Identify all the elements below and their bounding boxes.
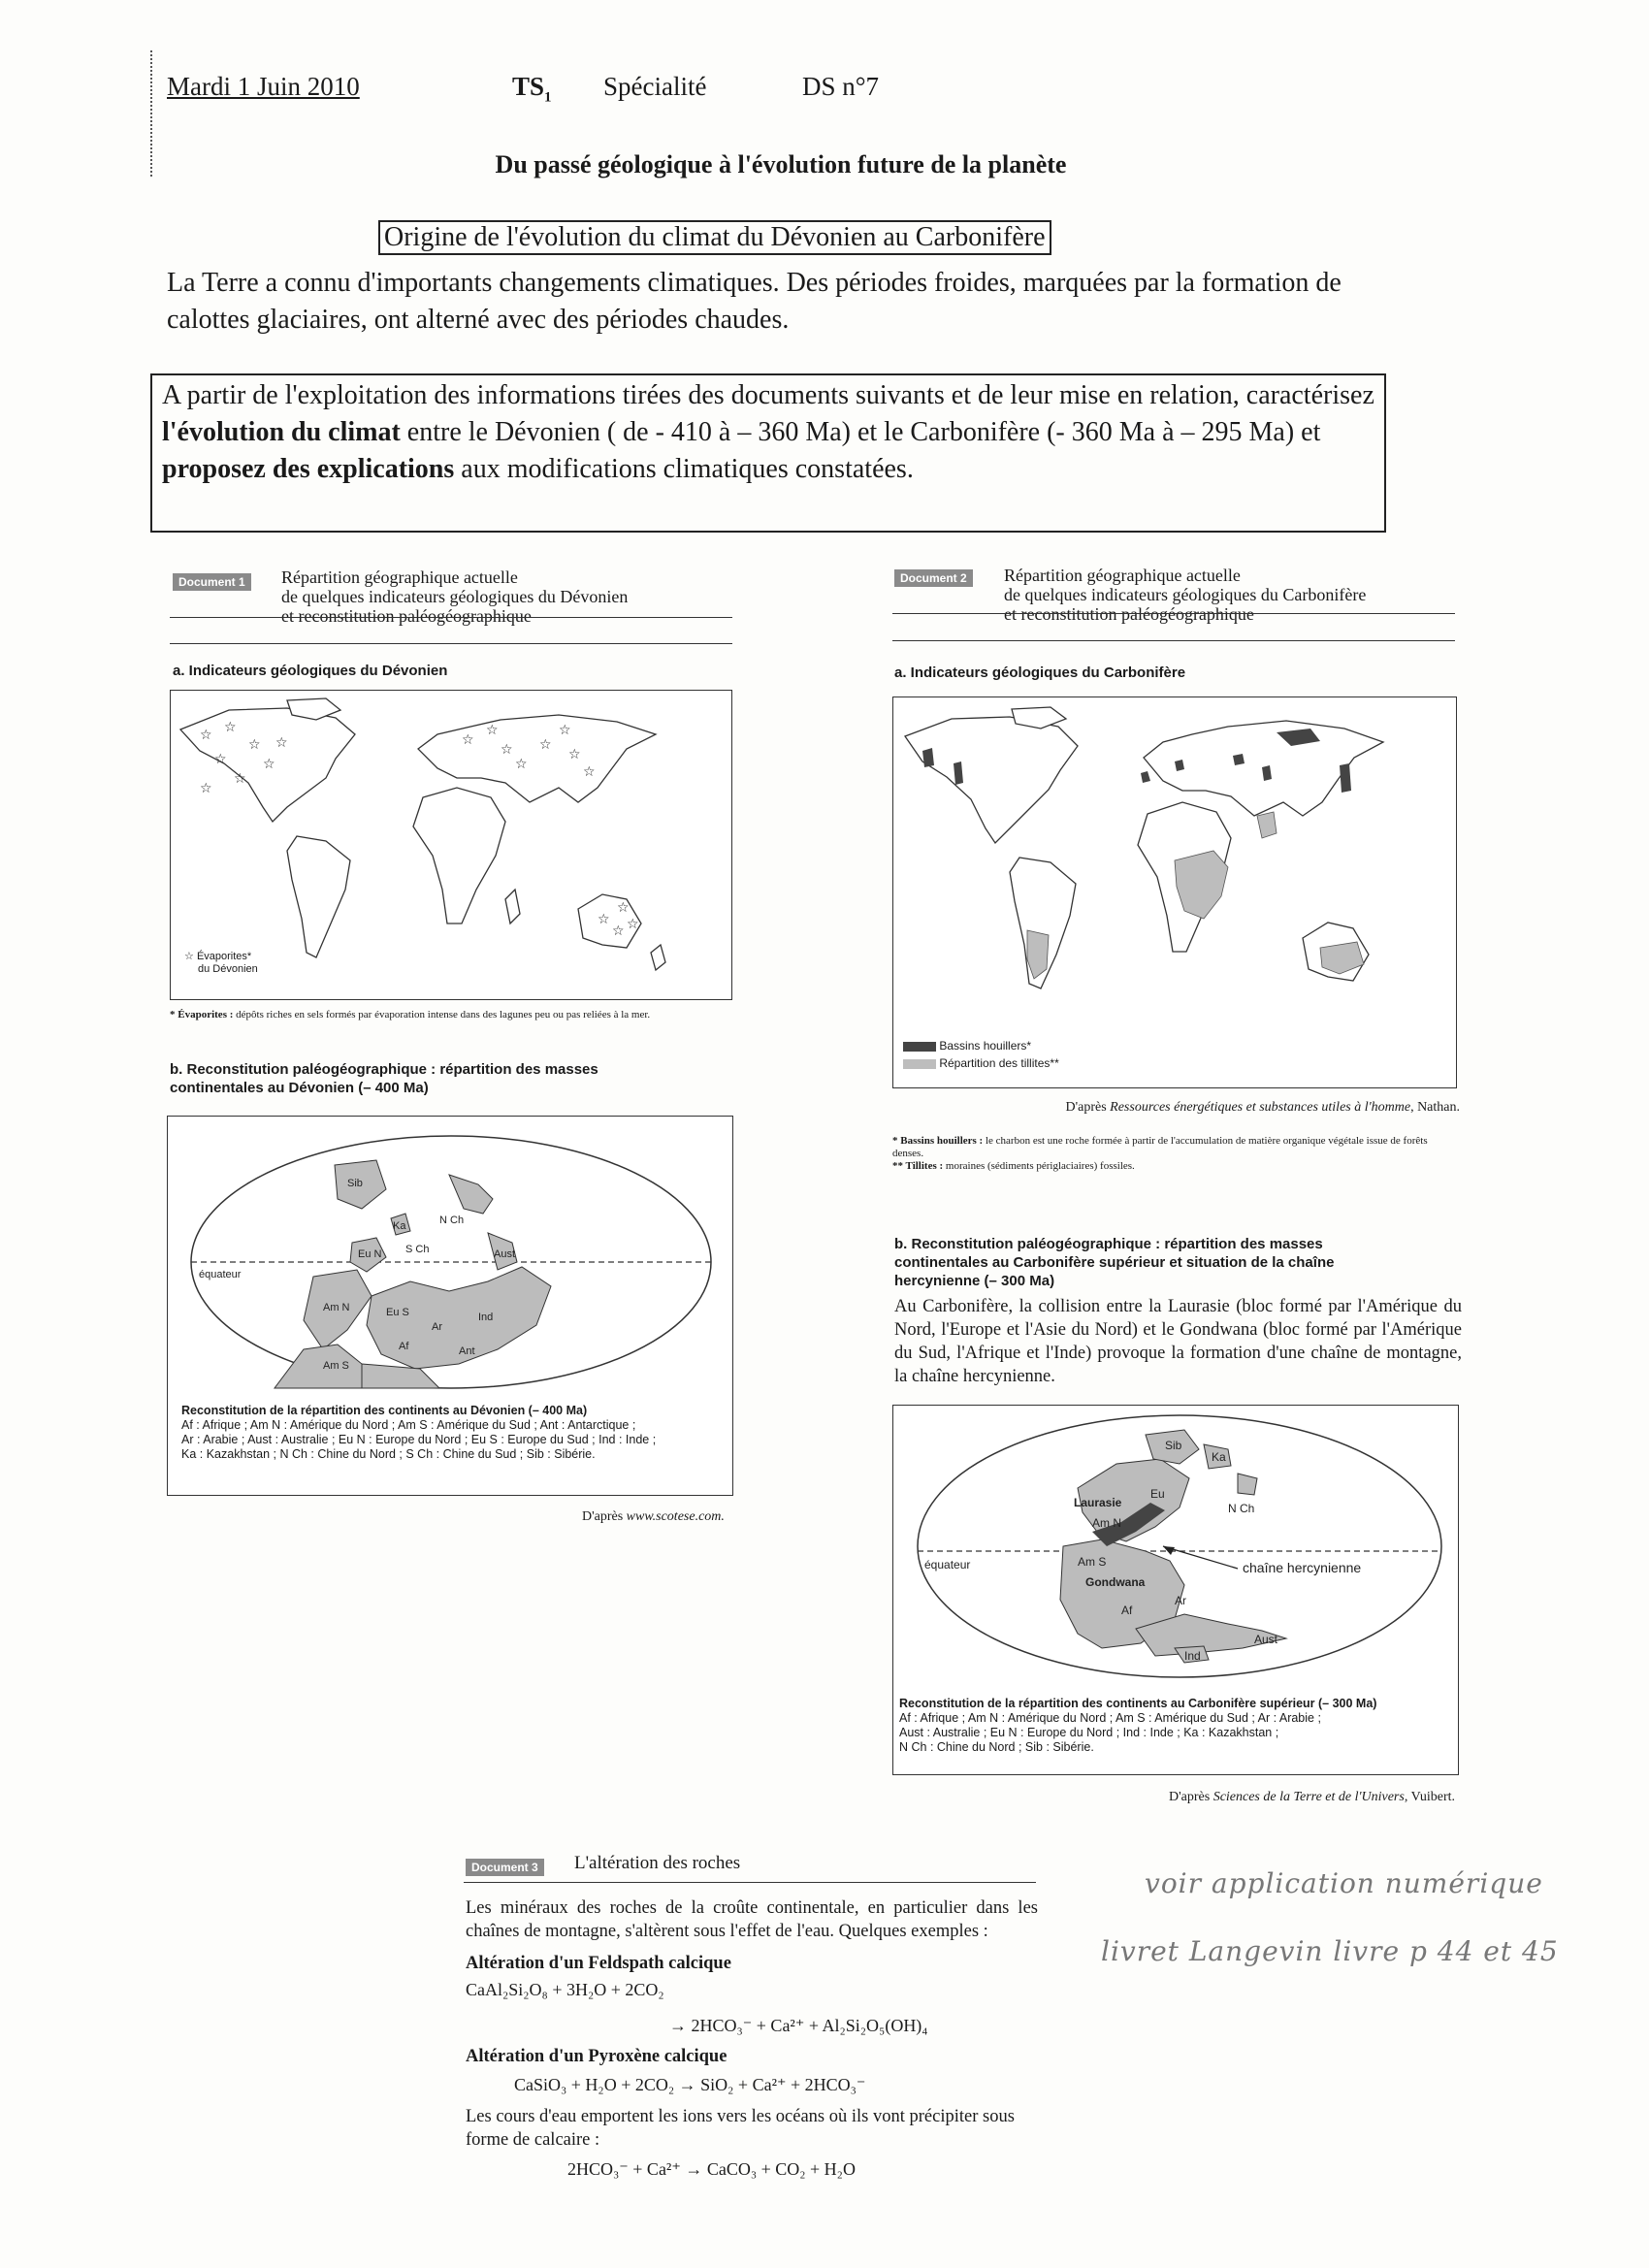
header [167,72,923,107]
doc2-label: Am S [1078,1555,1107,1569]
task-bold1: l'évolution du climat [162,417,401,447]
doc1-rule-2 [170,643,732,644]
doc1-sub-b-line1: b. Reconstitution paléogéographique : répartition des masses [170,1061,598,1078]
doc2-footnotes [892,1135,1460,1173]
doc1-label: Ar [432,1321,442,1333]
doc2-fn2-term: ** Tillites : [892,1160,944,1172]
doc1-label: Sib [347,1178,363,1189]
doc1-map-legend [184,951,258,976]
doc2-label: Sib [1165,1439,1182,1452]
task-bold2: proposez des explications [162,454,455,484]
doc1-label: Eu S [386,1307,409,1318]
doc2-label: Aust [1254,1633,1278,1646]
doc2-caption-line: Af : Afrique ; Am N : Amérique du Nord ; Am S : Amérique du Sud ; Ar : Arabie ; [899,1711,1321,1725]
doc1-paleo-map [167,1116,733,1496]
doc2-equator-label: équateur [924,1558,971,1571]
doc3-rule [464,1882,1036,1883]
legend-evaporites: Évaporites* [196,951,252,962]
doc1-footnote-term: * Évaporites : [170,1009,234,1021]
chain-label: chaîne hercynienne [1243,1560,1362,1575]
intro-text: La Terre a connu d'importants changements climatiques. Des périodes froides, marquées par la formation de calottes glaciaires, ont alterné avec des périodes chaudes. [167,268,1342,335]
doc2-title [1004,566,1460,624]
doc2-fn1-text: le charbon est une roche formée à partir de l'accumulation de matière organique végétale issue de forêts denses. [892,1135,1428,1159]
evaporite-star: ☆ [501,742,513,758]
evaporite-star: ☆ [598,912,610,927]
doc1-label: S Ch [405,1244,430,1255]
doc2-label: Ar [1175,1594,1186,1607]
margin-mark [150,50,154,177]
evaporite-star: ☆ [248,737,261,753]
page-title: Du passé géologique à l'évolution future de la planète [495,150,1067,178]
doc1-label: Ka [393,1220,406,1232]
doc3-intro: Les minéraux des roches de la croûte continentale, en particulier dans les chaînes de montagne, s'altèrent sous l'effet de l'eau. Quelques exemples : [466,1898,1038,1941]
subject: Spécialité [603,72,707,101]
doc2-paragraph: Au Carbonifère, la collision entre la Laurasie (bloc formé par l'Amérique du Nord, l'Europe et l'Asie du Nord) et le Gondwana (bloc formé par l'Amérique du Sud, l'Afrique et l'Inde) provoque la formation d'une chaîne de montagne, la chaîne hercynienne. [894,1297,1462,1386]
evaporite-star: ☆ [263,757,275,772]
evaporite-star: ☆ [200,728,212,743]
doc3-badge: Document 3 [466,1859,544,1876]
coal-basin [1340,763,1351,793]
class-prefix: TS [512,72,545,101]
coal-swatch-icon [903,1042,936,1052]
evaporite-star: ☆ [214,752,227,767]
evaporite-star: ☆ [486,723,499,738]
doc1-footnote [170,1009,742,1021]
handwritten-note-line1: voir application numérique [1145,1867,1543,1899]
doc1-label: Am S [323,1360,349,1372]
task-box [150,373,1386,533]
doc2-credit2-prefix: D'après [1169,1790,1213,1804]
doc2-sub-b-line: continentales au Carbonifère supérieur et situation de la chaîne [894,1254,1335,1271]
doc3-eq3: 2HCO₃⁻ + Ca²⁺ → CaCO₃ + CO₂ + H₂O [567,2159,856,2179]
doc2-fn2-text: moraines (sédiments périglaciaires) fossiles. [943,1160,1135,1172]
coal-basin [922,748,934,767]
evaporite-star: ☆ [559,723,571,738]
legend-tillite: Répartition des tillites** [939,1056,1059,1070]
doc1-label: Aust [494,1248,516,1260]
doc2-caption-title: Reconstitution de la répartition des continents au Carbonifère supérieur (– 300 Ma) [899,1697,1377,1710]
doc1-equator-label: équateur [199,1269,242,1280]
evaporite-star: ☆ [200,781,212,796]
doc1-label: Ind [478,1312,494,1323]
doc1-sub-a: a. Indicateurs géologiques du Dévonien [173,663,448,679]
doc1-sub-b-line2: continentales au Dévonien (– 400 Ma) [170,1080,429,1096]
doc2-label: Ind [1184,1649,1201,1663]
doc1-caption-line: Ka : Kazakhstan ; N Ch : Chine du Nord ; S Ch : Chine du Sud ; Sib : Sibérie. [181,1447,596,1461]
handwritten-note-line2: livret Langevin livre p 44 et 45 [1101,1935,1559,1967]
task-part3: aux modifications climatiques constatées. [454,454,914,484]
tillite-swatch-icon [903,1059,936,1069]
evaporite-star: ☆ [617,900,630,916]
doc2-credit-1 [1018,1100,1460,1116]
doc3-eq2: CaSiO₃ + H₂O + 2CO₂ → SiO₂ + Ca²⁺ + 2HCO₃⁻ [514,2075,866,2094]
doc1-label: Eu N [358,1248,382,1260]
doc1-label: Af [399,1341,409,1352]
doc3-heading-1: Altération d'un Feldspath calcique [466,1954,731,1973]
doc1-rule-1 [170,617,732,618]
evaporite-star: ☆ [612,923,625,939]
evaporite-star: ☆ [234,771,246,787]
doc2-rule-1 [892,613,1455,614]
doc1-title-line1: Répartition géographique actuelle [281,567,518,587]
doc1-badge: Document 1 [173,573,251,591]
doc1-credit-prefix: D'après [582,1509,627,1524]
doc1-credit-source: www.scotese.com. [626,1509,725,1524]
doc2-paleo-map [892,1405,1459,1775]
evaporite-star: ☆ [515,757,528,772]
doc3-heading-2: Altération d'un Pyroxène calcique [466,2047,728,2066]
doc2-rule-2 [892,640,1455,641]
legend-coal: Bassins houillers* [939,1039,1032,1053]
doc1-footnote-text: dépôts riches en sels formés par évaporation intense dans des lagunes peu ou pas reliées à la mer. [233,1009,651,1021]
star-icon: ☆ [184,951,194,962]
class-label [512,72,552,106]
doc2-caption-line: N Ch : Chine du Nord ; Sib : Sibérie. [899,1740,1094,1754]
coal-basin [1233,754,1245,765]
doc2-label: Am N [1092,1516,1121,1530]
doc2-credit1-source: Ressources énergétiques et substances utiles à l'homme [1110,1100,1411,1115]
doc2-sub-b-line: hercynienne (– 300 Ma) [894,1273,1055,1289]
doc2-credit2-suffix: , Vuibert. [1404,1790,1455,1804]
doc1-caption-title: Reconstitution de la répartition des continents au Dévonien (– 400 Ma) [181,1404,588,1417]
evaporite-star: ☆ [539,737,552,753]
doc2-title-line3: et reconstitution paléogéographique [1004,604,1254,624]
doc2-credit-2 [1018,1790,1455,1805]
legend-devonian: du Dévonien [198,963,258,975]
task-part2: entre le Dévonien ( de - 410 à – 360 Ma) et le Carbonifère (- 360 Ma à – 295 Ma) et [400,417,1321,447]
tillite-area [1257,812,1277,838]
doc2-label: Laurasie [1074,1496,1122,1509]
doc2-label: N Ch [1228,1502,1255,1515]
doc1-title-line3: et reconstitution paléogéographique [281,606,532,626]
doc1-sub-b [170,1060,598,1097]
doc2-fn1-term: * Bassins houillers : [892,1135,984,1147]
doc3-eq1b: → 2HCO₃⁻ + Ca²⁺ + Al₂Si₂O₅(OH)₄ [669,2016,928,2035]
doc1-label: Ant [459,1345,475,1357]
doc2-label: Af [1121,1604,1133,1617]
evaporite-star: ☆ [224,720,237,735]
doc2-credit1-suffix: , Nathan. [1410,1100,1460,1115]
doc1-caption-line: Af : Afrique ; Am N : Amérique du Nord ; Am S : Amérique du Sud ; Ant : Antarctique ; [181,1418,636,1432]
doc1-label: N Ch [439,1215,465,1226]
doc1-credit [582,1509,725,1525]
exam-number: DS n°7 [802,72,880,101]
doc2-credit1-prefix: D'après [1065,1100,1111,1115]
doc3-eq1a: CaAl₂Si₂O₈ + 3H₂O + 2CO₂ [466,1980,664,1999]
doc2-title-line1: Répartition géographique actuelle [1004,566,1241,585]
doc1-label: Am N [323,1302,350,1313]
coal-basin [1141,771,1150,783]
doc3-outro: Les cours d'eau emportent les ions vers les océans où ils vont précipiter sous forme de calcaire : [466,2107,1015,2150]
doc1-paleo-caption [181,1404,725,1462]
date: Mardi 1 Juin 2010 [167,72,360,101]
doc2-label: Ka [1212,1450,1226,1464]
doc2-world-map [892,697,1457,1088]
doc2-label: Eu [1150,1487,1165,1501]
doc2-caption-line: Aust : Australie ; Eu N : Europe du Nord ; Ind : Inde ; Ka : Kazakhstan ; [899,1726,1279,1739]
doc1-world-map [170,690,732,1000]
chain-pointer [1163,1546,1238,1569]
doc2-credit2-source: Sciences de la Terre et de l'Univers [1212,1790,1405,1804]
section-title: Origine de l'évolution du climat du Dévonien au Carbonifère [378,220,1051,255]
doc2-badge: Document 2 [894,569,973,587]
doc2-map-svg [893,697,1456,1087]
doc2-map-legend [903,1037,1059,1072]
doc2-label: Gondwana [1085,1575,1146,1589]
doc1-title-line2: de quelques indicateurs géologiques du Dévonien [281,587,629,606]
evaporite-star: ☆ [583,764,596,780]
doc2-paleo-caption [899,1697,1452,1755]
doc2-sub-b [894,1235,1334,1290]
class-sub: 1 [544,89,552,106]
evaporite-star: ☆ [568,747,581,762]
evaporite-star: ☆ [462,732,474,748]
doc3-title: L'altération des roches [574,1853,741,1873]
evaporite-star: ☆ [627,917,639,932]
doc1-caption-line: Ar : Arabie ; Aust : Australie ; Eu N : Europe du Nord ; Eu S : Europe du Sud ; Ind : Inde ; [181,1433,657,1446]
task-part1: A partir de l'exploitation des informations tirées des documents suivants et de leur mise en relation, caractérisez [162,380,1374,410]
doc2-sub-a: a. Indicateurs géologiques du Carbonifère [894,664,1186,681]
evaporite-star: ☆ [275,735,288,751]
doc2-sub-b-line: b. Reconstitution paléogéographique : répartition des masses [894,1236,1323,1252]
doc2-title-line2: de quelques indicateurs géologiques du Carbonifère [1004,585,1367,604]
